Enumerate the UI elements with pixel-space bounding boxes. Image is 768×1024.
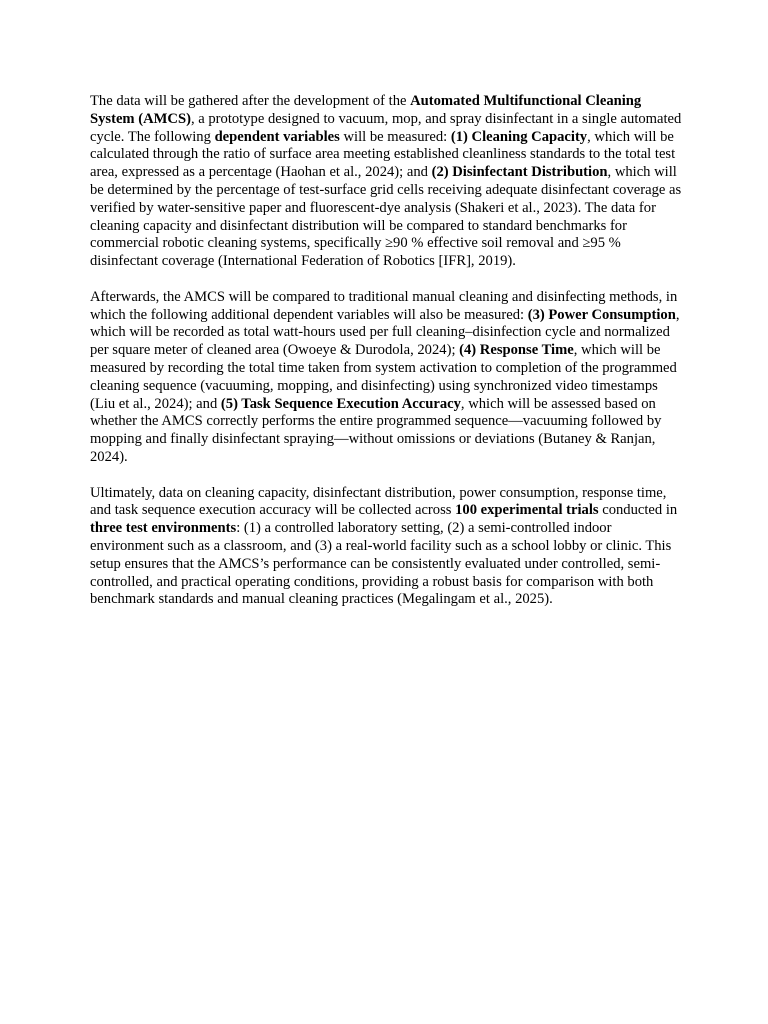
text-run: , a prototype designed to vacuum, mop, and spray disinfectant in a single automated cycle. The following bbox=[90, 110, 682, 145]
text-run: , which will be recorded as total watt-hours used per full cleaning–disinfection cycle and normalized per square meter of cleaned area (Owoeye & Durodola, 2024); bbox=[90, 306, 680, 359]
bold-term-cleaning-capacity: (1) Cleaning Capacity bbox=[450, 128, 588, 145]
text-run: conducted in bbox=[598, 502, 678, 519]
text-run: : (1) a controlled laboratory setting, (2) a semi-controlled indoor environment such as a classroom, and (3) a real-world facility such as a school lobby or clinic. This setup ensures that the AMCS’s performance can be consistently evaluated under controlled, semi-controlled, and practical operating conditions, providing a robust basis for comparison with both benchmark standards and manual cleaning practices (Megalingam et al., 2025). bbox=[90, 520, 672, 608]
text-run: , which will be measured by recording the total time taken from system activation to completion of the programmed cleaning sequence (vacuuming, mopping, and disinfecting) using synchronized video timestamps (Liu et al., 2024); and bbox=[90, 342, 677, 412]
paragraph-trials bbox=[90, 485, 682, 610]
text-run: Ultimately, data on cleaning capacity, disinfectant distribution, power consumption, response time, and task sequence execution accuracy will be collected across bbox=[90, 484, 667, 519]
text-run: , which will be determined by the percentage of test-surface grid cells receiving adequate disinfectant coverage as verified by water-sensitive paper and fluorescent-dye analysis (Shakeri et al., 2023). The data for cleaning capacity and disinfectant distribution will be compared to standard benchmarks for commercial robotic cleaning systems, specifically ≥90 % effective soil removal and ≥95 % disinfectant coverage (International Federation of Robotics [IFR], 2019). bbox=[90, 164, 682, 270]
text-run: , which will be calculated through the ratio of surface area meeting established cleanliness standards to the total test area, expressed as a percentage (Haohan et al., 2024); and bbox=[90, 128, 676, 181]
bold-term-response-time: (4) Response Time bbox=[459, 342, 574, 359]
bold-term-power-consumption: (3) Power Consumption bbox=[527, 306, 676, 323]
bold-term-experimental-trials: 100 experimental trials bbox=[455, 502, 599, 519]
text-run: will be measured: bbox=[339, 128, 451, 145]
document-body bbox=[90, 93, 682, 627]
bold-term-dependent-variables: dependent variables bbox=[214, 128, 340, 145]
bold-term-task-sequence-accuracy: (5) Task Sequence Execution Accuracy bbox=[220, 395, 461, 412]
bold-term-disinfectant-distribution: (2) Disinfectant Distribution bbox=[431, 164, 608, 181]
bold-term-amcs: Automated Multifunctional Cleaning System (AMCS) bbox=[90, 93, 642, 127]
paragraph-data-gathering bbox=[90, 93, 682, 271]
text-run: The data will be gathered after the development of the bbox=[90, 93, 411, 109]
bold-term-test-environments: three test environments bbox=[90, 520, 237, 537]
text-run: Afterwards, the AMCS will be compared to traditional manual cleaning and disinfecting methods, in which the following additional dependent variables will also be measured: bbox=[90, 288, 678, 323]
text-run: , which will be assessed based on whether the AMCS correctly performs the entire programmed sequence—vacuuming followed by mopping and finally disinfectant spraying—without omissions or deviations (Butaney & Ranjan, 2024). bbox=[90, 395, 662, 465]
paragraph-comparison bbox=[90, 289, 682, 467]
